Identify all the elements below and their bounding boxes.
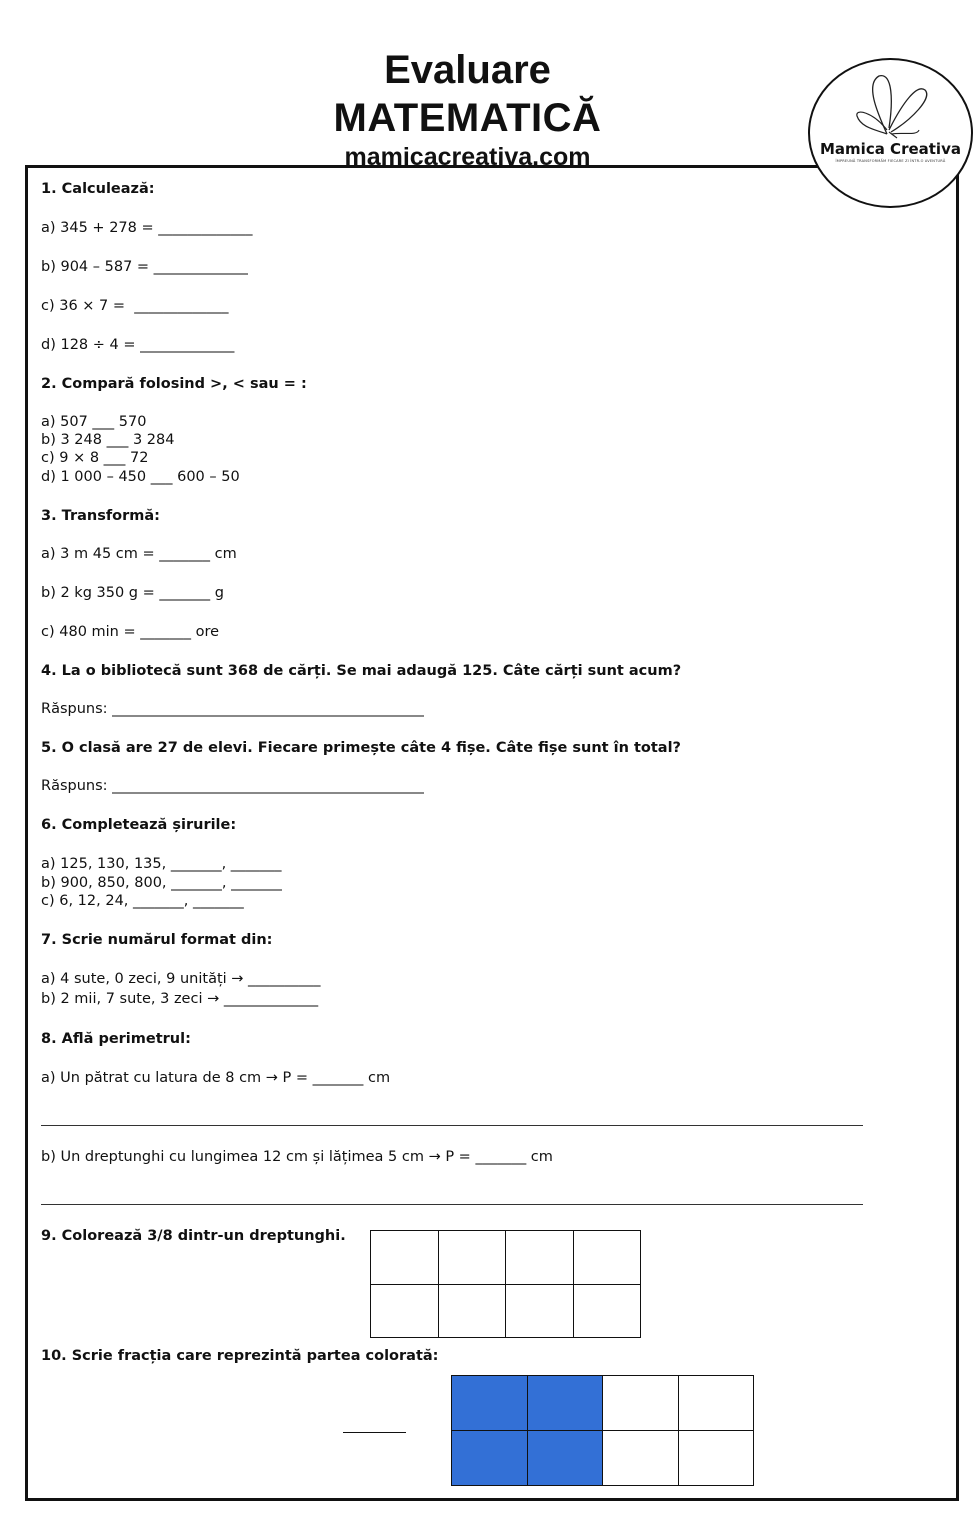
brand-logo [808,58,973,208]
butterfly-icon [847,72,937,142]
ex2-b: b) 3 248 ___ 3 284 [41,432,175,448]
ex3-a: a) 3 m 45 cm = _______ cm [41,546,237,562]
ex6-b: b) 900, 850, 800, _______, _______ [41,875,282,891]
ex8-a-work-line [41,1125,863,1126]
fraction-grid-ex9 [370,1230,641,1338]
ex5-answer: Răspuns: ___________________________________________ [41,778,424,794]
ex4-answer: Răspuns: ___________________________________________ [41,701,424,717]
title-matematica: MATEMATICĂ [333,96,602,140]
grid-cell [603,1376,679,1431]
heading-ex6: 6. Completează șirurile: [41,817,237,833]
grid-cell-shaded [452,1376,528,1431]
ex1-d: d) 128 ÷ 4 = _____________ [41,337,235,353]
grid-cell-shaded [452,1431,528,1486]
heading-ex1: 1. Calculează: [41,181,155,197]
heading-ex2: 2. Compară folosind >, < sau = : [41,376,307,392]
ex1-a: a) 345 + 278 = _____________ [41,220,253,236]
grid-cell[interactable] [573,1231,641,1285]
heading-ex8: 8. Află perimetrul: [41,1031,191,1047]
fraction-grid-ex10 [451,1375,754,1486]
ex6-a: a) 125, 130, 135, _______, _______ [41,856,282,872]
ex1-c: c) 36 × 7 = _____________ [41,298,229,314]
fraction-answer-blank [343,1432,406,1433]
ex8-a: a) Un pătrat cu latura de 8 cm → P = _______ cm [41,1070,391,1086]
heading-ex9: 9. Colorează 3/8 dintr-un dreptunghi. [41,1228,346,1244]
grid-cell[interactable] [506,1231,574,1285]
ex7-a: a) 4 sute, 0 zeci, 9 unități → __________ [41,971,321,987]
heading-ex3: 3. Transformă: [41,508,160,524]
grid-cell[interactable] [371,1284,439,1338]
ex8-b-work-line [41,1204,863,1205]
heading-ex4: 4. La o bibliotecă sunt 368 de cărți. Se mai adaugă 125. Câte cărți sunt acum? [41,663,682,679]
grid-cell[interactable] [506,1284,574,1338]
heading-ex7: 7. Scrie numărul format din: [41,932,273,948]
ex6-c: c) 6, 12, 24, _______, _______ [41,893,244,909]
heading-ex10: 10. Scrie fracția care reprezintă partea colorată: [41,1348,439,1364]
ex2-a: a) 507 ___ 570 [41,414,147,430]
ex7-b: b) 2 mii, 7 sute, 3 zeci → _____________ [41,991,319,1007]
site-url: mamicacreativa.com [344,143,591,171]
logo-name: Mamica Creativa [820,140,961,158]
ex8-b: b) Un dreptunghi cu lungimea 12 cm și lățimea 5 cm → P = _______ cm [41,1149,553,1165]
ex3-b: b) 2 kg 350 g = _______ g [41,585,224,601]
ex2-d: d) 1 000 – 450 ___ 600 – 50 [41,469,240,485]
title-evaluare: Evaluare [384,48,551,92]
ex1-b: b) 904 – 587 = _____________ [41,259,248,275]
heading-ex5: 5. O clasă are 27 de elevi. Fiecare primește câte 4 fișe. Câte fișe sunt în total? [41,740,681,756]
grid-cell [603,1431,679,1486]
grid-cell-shaded [527,1431,603,1486]
ex3-c: c) 480 min = _______ ore [41,624,220,640]
grid-cell[interactable] [438,1231,506,1285]
logo-tagline: ÎMPREUNĂ TRANSFORMĂM FIECARE ZI ÎNTR-O AVENTURĂ [835,159,946,163]
grid-cell[interactable] [438,1284,506,1338]
ex2-c: c) 9 × 8 ___ 72 [41,450,149,466]
grid-cell[interactable] [573,1284,641,1338]
grid-cell-shaded [527,1376,603,1431]
grid-cell [678,1431,754,1486]
grid-cell[interactable] [371,1231,439,1285]
grid-cell [678,1376,754,1431]
